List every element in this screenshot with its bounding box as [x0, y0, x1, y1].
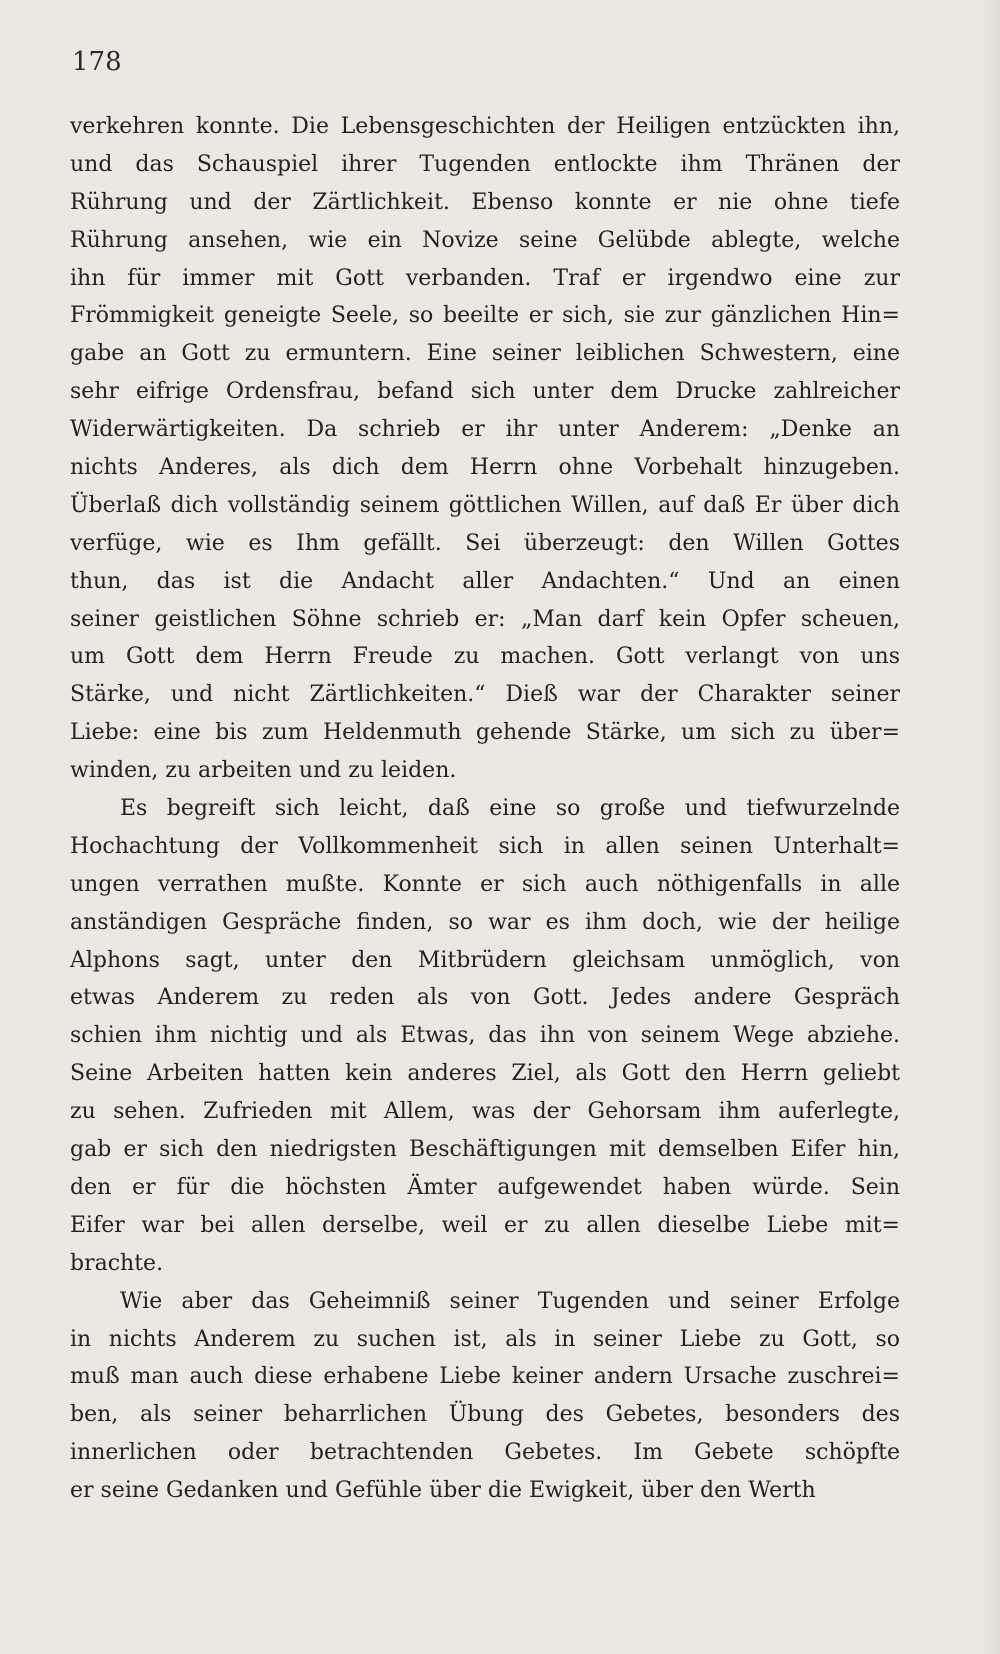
paragraph — [70, 1283, 900, 1510]
text-line: schien ihm nichtig und als Etwas, das ihn von seinem Wege abziehe. — [70, 1023, 900, 1049]
text-line: etwas Anderem zu reden als von Gott. Jedes andere Gespräch — [70, 985, 900, 1011]
text-line: Wie aber das Geheimniß seiner Tugenden und seiner Erfolge — [120, 1288, 900, 1314]
text-line: Eifer war bei allen derselbe, weil er zu allen dieselbe Liebe mit= — [70, 1212, 900, 1238]
text-line: zu sehen. Zufrieden mit Allem, was der Gehorsam ihm auferlegte, — [70, 1099, 900, 1125]
text-line: winden, zu arbeiten und zu leiden. — [70, 758, 457, 784]
text-line: er seine Gedanken und Gefühle über die Ewigkeit, über den Werth — [70, 1478, 816, 1504]
text-line: thun, das ist die Andacht aller Andachten.“ Und an einen — [70, 568, 900, 594]
body-text — [70, 108, 900, 1510]
text-line: und das Schauspiel ihrer Tugenden entlockte ihm Thränen der — [70, 151, 900, 177]
text-line: Liebe: eine bis zum Heldenmuth gehende Stärke, um sich zu über= — [70, 720, 900, 746]
text-line: sehr eifrige Ordensfrau, befand sich unter dem Drucke zahlreicher — [70, 379, 900, 405]
text-line: innerlichen oder betrachtenden Gebetes. Im Gebete schöpfte — [70, 1440, 900, 1466]
text-line: Stärke, und nicht Zärtlichkeiten.“ Dieß war der Charakter seiner — [70, 682, 900, 708]
paragraph — [70, 108, 900, 790]
page-number: 178 — [72, 47, 122, 77]
text-line: gab er sich den niedrigsten Beschäftigungen mit demselben Eifer hin, — [70, 1137, 900, 1163]
text-line: verfüge, wie es Ihm gefällt. Sei überzeugt: den Willen Gottes — [70, 530, 900, 556]
text-line: ben, als seiner beharrlichen Übung des Gebetes, besonders des — [70, 1402, 900, 1428]
text-line: nichts Anderes, als dich dem Herrn ohne Vorbehalt hinzugeben. — [70, 455, 900, 481]
text-line: verkehren konnte. Die Lebensgeschichten der Heiligen entzückten ihn, — [70, 114, 900, 139]
text-line: den er für die höchsten Ämter aufgewendet haben würde. Sein — [70, 1174, 900, 1200]
text-line: Rührung ansehen, wie ein Novize seine Gelübde ablegte, welche — [70, 227, 900, 253]
text-line: ihn für immer mit Gott verbanden. Traf er irgendwo eine zur — [70, 265, 900, 291]
text-line: Frömmigkeit geneigte Seele, so beeilte er sich, sie zur gänzlichen Hin= — [70, 303, 900, 329]
text-line: anständigen Gespräche finden, so war es ihm doch, wie der heilige — [70, 909, 900, 935]
text-line: muß man auch diese erhabene Liebe keiner andern Ursache zuschrei= — [70, 1364, 900, 1390]
text-line: ungen verrathen mußte. Konnte er sich auch nöthigenfalls in alle — [70, 871, 900, 897]
text-line: Hochachtung der Vollkommenheit sich in allen seinen Unterhalt= — [70, 833, 900, 859]
paragraph — [70, 790, 900, 1283]
text-line: Alphons sagt, unter den Mitbrüdern gleichsam unmöglich, von — [70, 947, 900, 973]
text-line: Rührung und der Zärtlichkeit. Ebenso konnte er nie ohne tiefe — [70, 189, 900, 215]
text-line: seiner geistlichen Söhne schrieb er: „Man darf kein Opfer scheuen, — [70, 606, 900, 632]
text-line: um Gott dem Herrn Freude zu machen. Gott verlangt von uns — [70, 644, 900, 670]
text-line: brachte. — [70, 1250, 164, 1276]
text-line: gabe an Gott zu ermuntern. Eine seiner leiblichen Schwestern, eine — [70, 341, 900, 367]
text-line: Seine Arbeiten hatten kein anderes Ziel, als Gott den Herrn geliebt — [70, 1061, 900, 1087]
text-line: in nichts Anderem zu suchen ist, als in seiner Liebe zu Gott, so — [70, 1326, 900, 1352]
text-line: Überlaß dich vollständig seinem göttlichen Willen, auf daß Er über dich — [70, 492, 900, 518]
text-line: Widerwärtigkeiten. Da schrieb er ihr unter Anderem: „Denke an — [70, 417, 900, 443]
text-line: Es begreift sich leicht, daß eine so große und tiefwurzelnde — [120, 796, 900, 822]
